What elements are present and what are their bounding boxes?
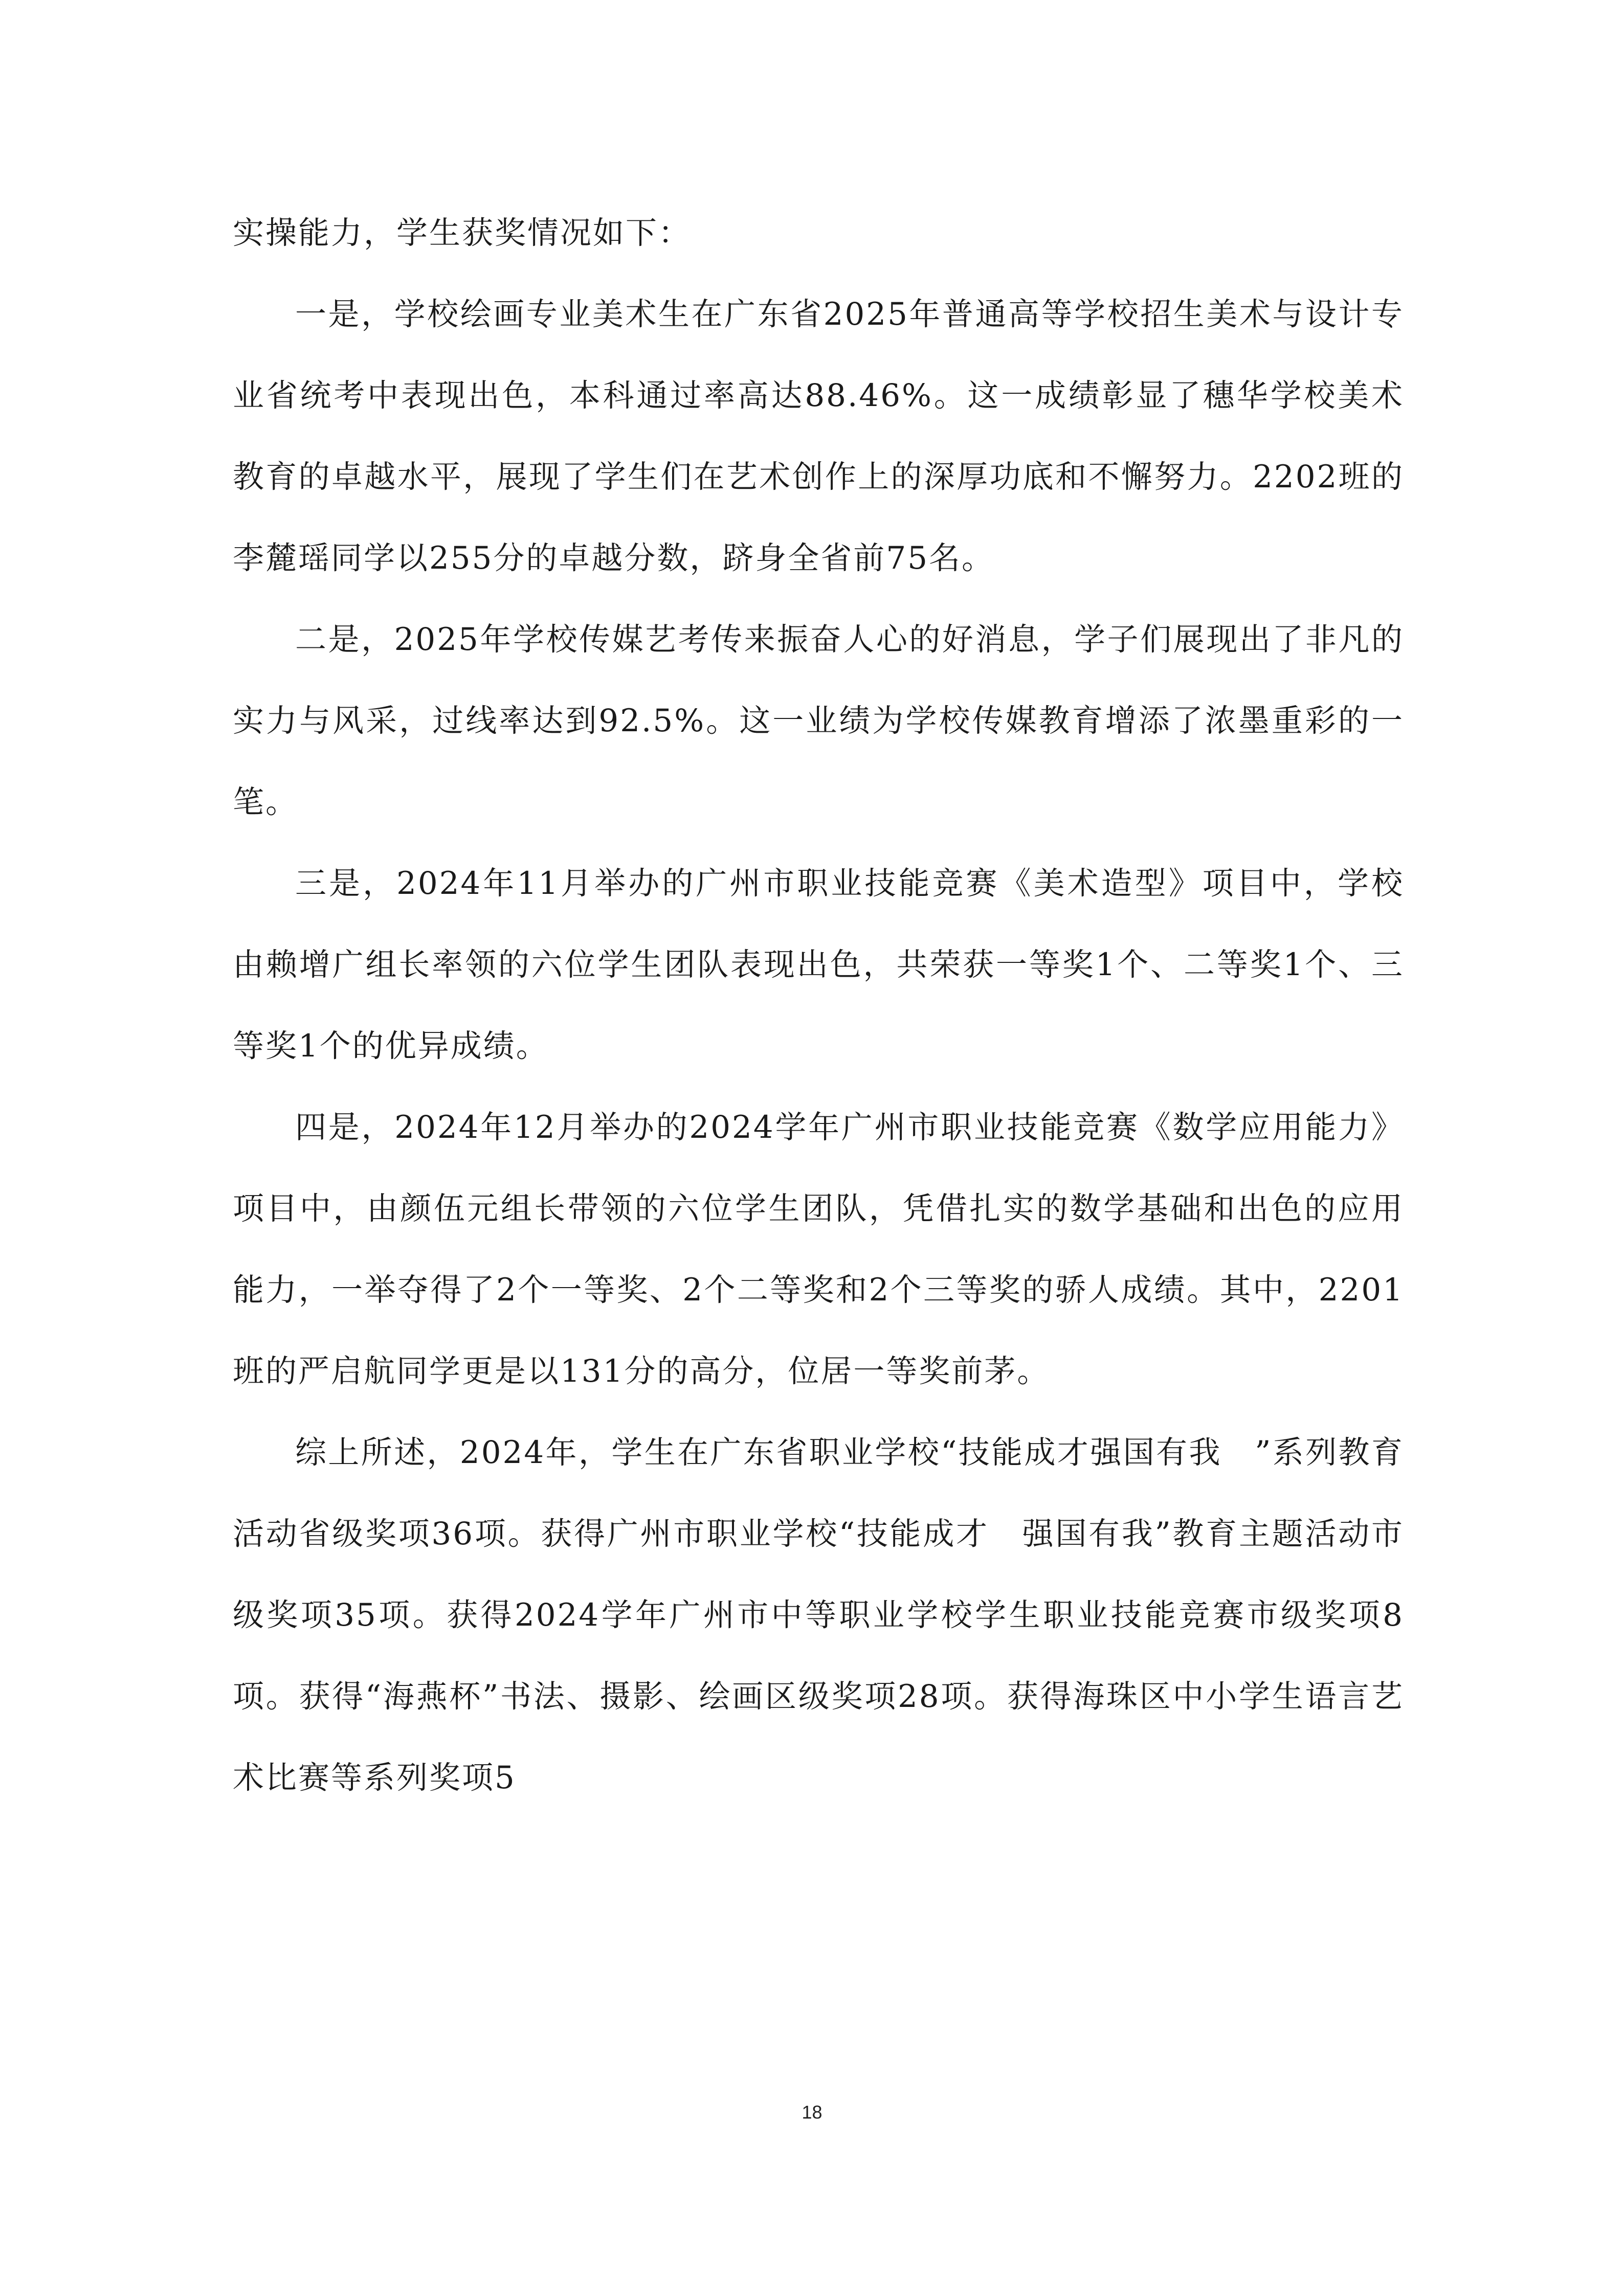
paragraph-math-competition: 四是，2024年12月举办的2024学年广州市职业技能竞赛《数学应用能力》项目中，由颜伍元组长带领的六位学生团队，凭借扎实的数学基础和出色的应用能力，一举夺得了2个一等奖、2个二等奖和2个三等奖的骄人成绩。其中，2201班的严启航同学更是以131分的高分，位居一等奖前茅。 (233, 1109, 1404, 1389)
body-text (233, 192, 1404, 1818)
page-number: 18 (802, 2102, 822, 2123)
paragraph-art-competition: 三是，2024年11月举办的广州市职业技能竞赛《美术造型》项目中，学校由赖增广组长率领的六位学生团队表现出色，共荣获一等奖1个、二等奖1个、三等奖1个的优异成绩。 (233, 865, 1404, 1064)
paragraph-art-exam: 一是，学校绘画专业美术生在广东省2025年普通高等学校招生美术与设计专业省统考中表现出色，本科通过率高达88.46%。这一成绩彰显了穗华学校美术教育的卓越水平，展现了学生们在艺术创作上的深厚功底和不懈努力。2202班的李麓瑶同学以255分的卓越分数，跻身全省前75名。 (233, 296, 1404, 576)
paragraph-media-exam: 二是，2025年学校传媒艺考传来振奋人心的好消息，学子们展现出了非凡的实力与风采，过线率达到92.5%。这一业绩为学校传媒教育增添了浓墨重彩的一笔。 (233, 621, 1404, 820)
paragraph-summary: 综上所述，2024年，学生在广东省职业学校“技能成才强国有我 ”系列教育活动省级奖项36项。获得广州市职业学校“技能成才 强国有我”教育主题活动市级奖项35项。获得2024学年广州市中等职业学校学生职业技能竞赛市级奖项8项。获得“海燕杯”书法、摄影、绘画区级奖项28项。获得海珠区中小学生语言艺术比赛等系列奖项5 (233, 1434, 1404, 1796)
paragraph-intro: 实操能力，学生获奖情况如下： (233, 215, 692, 251)
